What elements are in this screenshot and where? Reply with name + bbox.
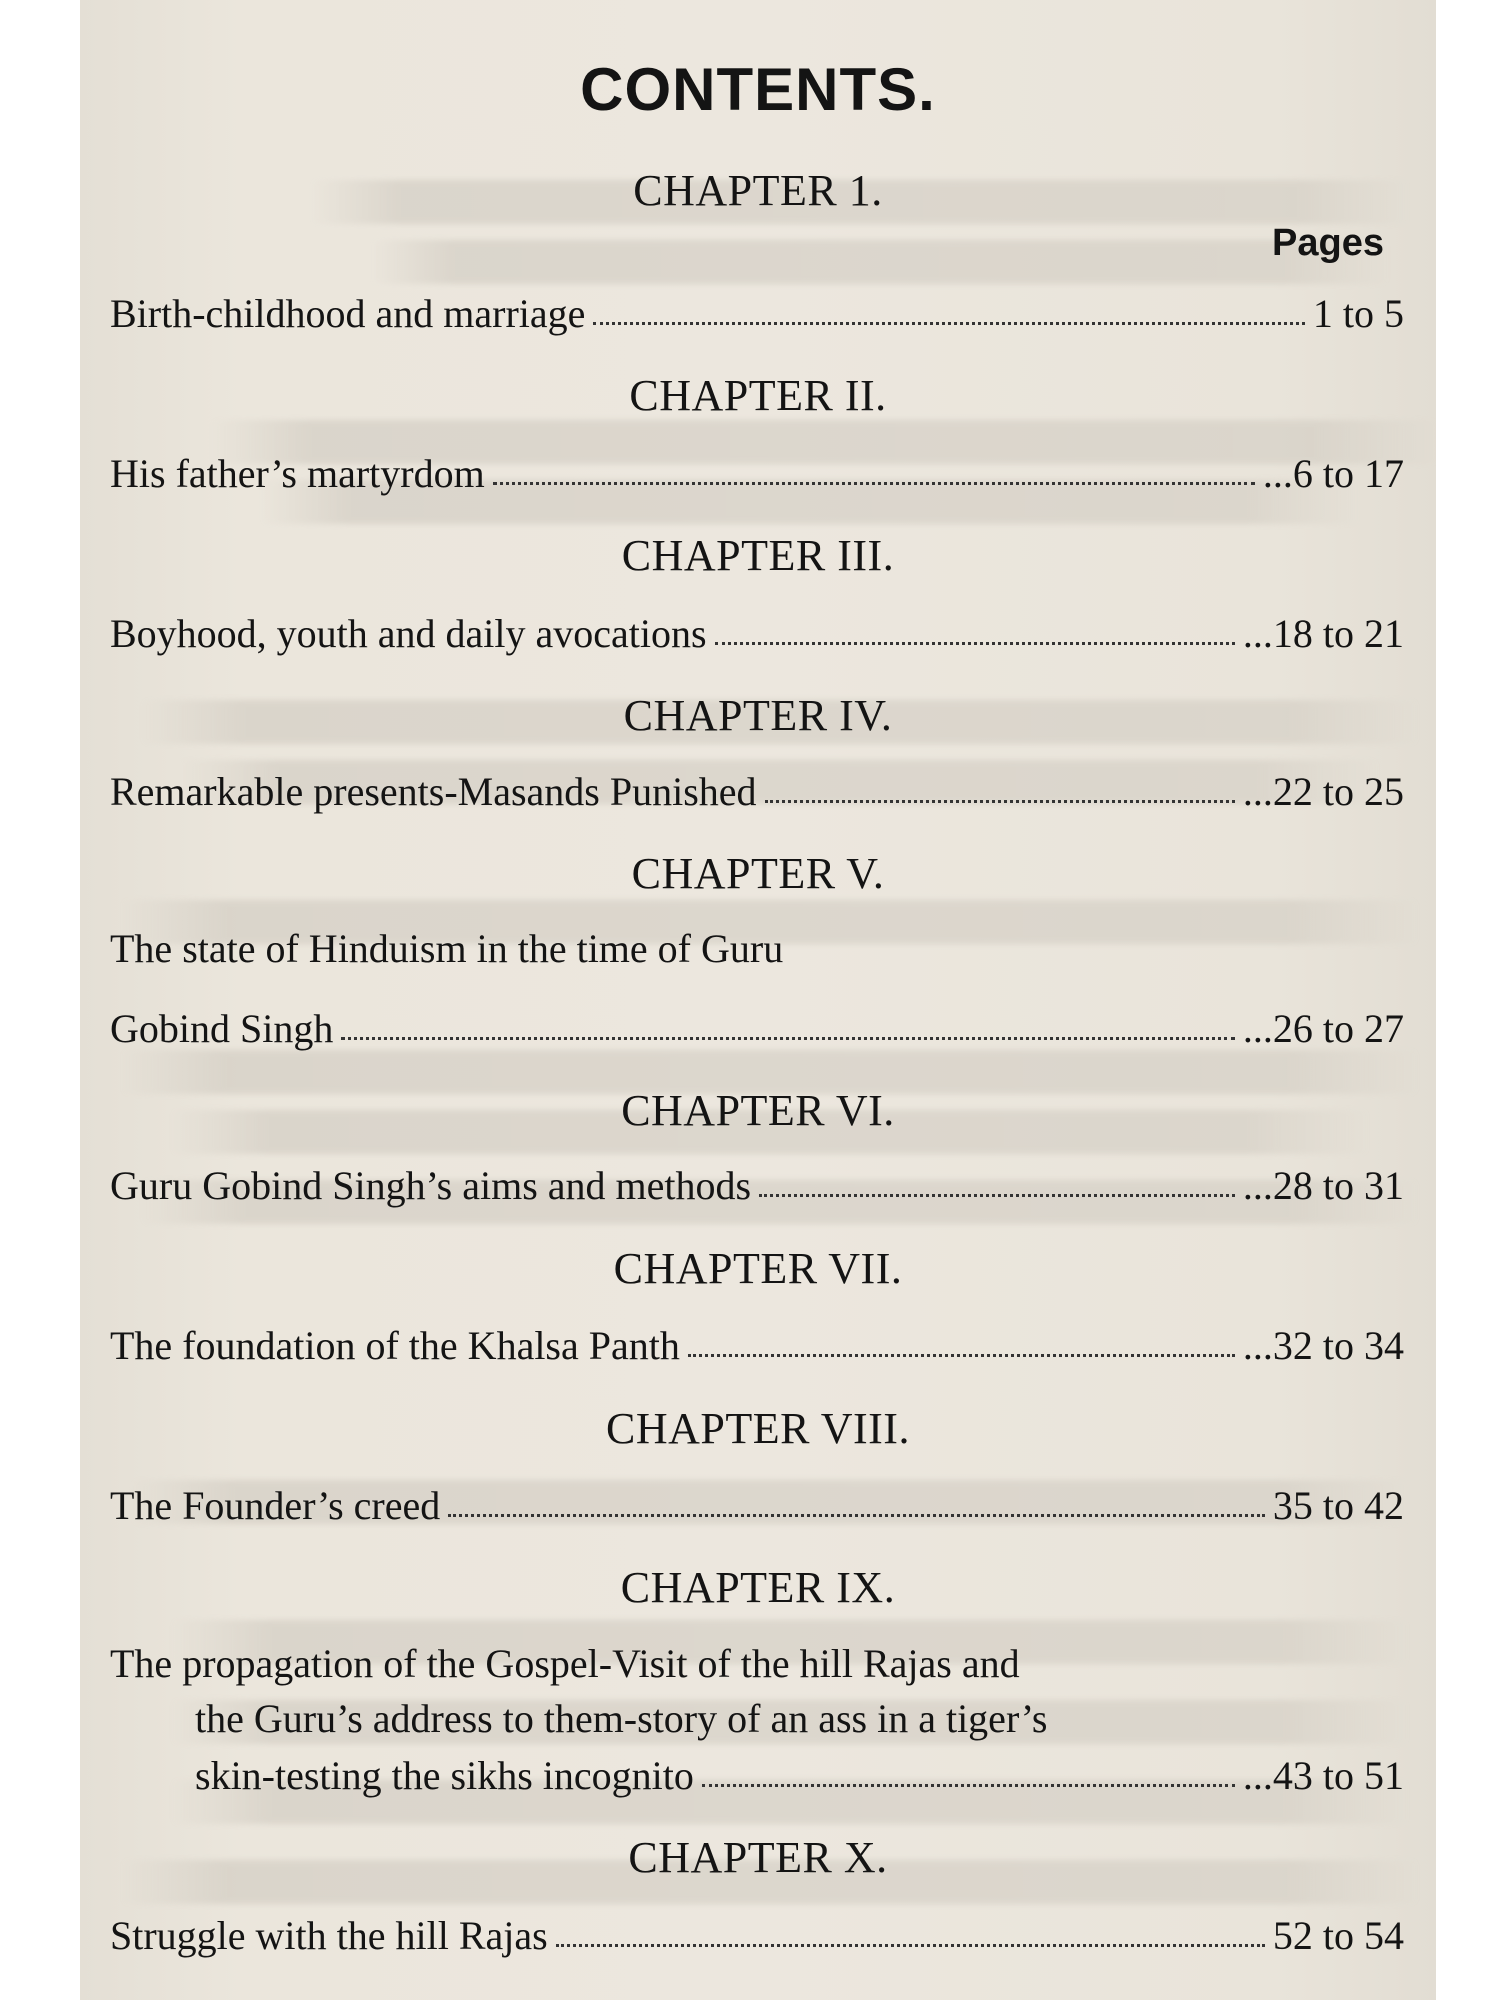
toc-entry bbox=[110, 290, 1404, 337]
entry-title: Guru Gobind Singh’s aims and methods bbox=[110, 1163, 752, 1208]
pages-column-header: Pages bbox=[1272, 222, 1384, 264]
entry-title-line: the Guru’s address to them-story of an ass in a tiger’s bbox=[195, 1696, 1048, 1741]
chapter-heading: CHAPTER 1. bbox=[633, 166, 883, 215]
entry-pages: ...22 to 25 bbox=[1242, 769, 1404, 814]
dot-leader bbox=[556, 1943, 1265, 1947]
entry-title: His father’s martyrdom bbox=[110, 451, 485, 496]
dot-leader bbox=[688, 1353, 1235, 1357]
entry-title: Remarkable presents-Masands Punished bbox=[110, 769, 757, 814]
entry-title: Birth-childhood and marriage bbox=[110, 291, 586, 336]
chapter-heading: CHAPTER II. bbox=[629, 371, 887, 420]
entry-title: The foundation of the Khalsa Panth bbox=[110, 1323, 680, 1368]
dot-leader bbox=[493, 481, 1255, 485]
toc-entry bbox=[110, 1322, 1404, 1369]
chapter-heading: CHAPTER VII. bbox=[613, 1244, 903, 1293]
entry-title-line: The state of Hinduism in the time of Guru bbox=[110, 926, 784, 971]
chapter-heading: CHAPTER III. bbox=[621, 531, 895, 580]
toc-entry bbox=[110, 450, 1404, 497]
toc-entry bbox=[110, 768, 1404, 815]
chapter-heading: CHAPTER IV. bbox=[623, 691, 893, 740]
chapter-heading: CHAPTER VI. bbox=[621, 1086, 895, 1135]
document-page bbox=[80, 0, 1436, 2000]
entry-pages: ...32 to 34 bbox=[1242, 1323, 1404, 1368]
toc-entry bbox=[110, 1005, 1404, 1052]
entry-pages: ...26 to 27 bbox=[1242, 1006, 1404, 1051]
entry-title: The Founder’s creed bbox=[110, 1483, 441, 1528]
toc-entry bbox=[195, 1752, 1404, 1799]
entry-pages: ...18 to 21 bbox=[1242, 611, 1404, 656]
dot-leader bbox=[715, 641, 1235, 645]
dot-leader bbox=[593, 321, 1304, 325]
dot-leader bbox=[759, 1193, 1235, 1197]
entry-title: Struggle with the hill Rajas bbox=[110, 1913, 548, 1958]
chapter-heading: CHAPTER V. bbox=[631, 849, 885, 898]
entry-title: Boyhood, youth and daily avocations bbox=[110, 611, 707, 656]
entry-pages: 35 to 42 bbox=[1272, 1483, 1404, 1528]
dot-leader bbox=[765, 799, 1235, 803]
entry-pages: ...28 to 31 bbox=[1242, 1163, 1404, 1208]
entry-pages: 52 to 54 bbox=[1272, 1913, 1404, 1958]
entry-title: Gobind Singh bbox=[110, 1006, 334, 1051]
chapter-heading: CHAPTER VIII. bbox=[606, 1404, 910, 1453]
dot-leader bbox=[702, 1783, 1235, 1787]
toc-entry bbox=[110, 1912, 1404, 1959]
entry-title-line: The propagation of the Gospel-Visit of the hill Rajas and bbox=[110, 1641, 1020, 1686]
chapter-heading: CHAPTER IX. bbox=[620, 1563, 896, 1612]
entry-pages: ...6 to 17 bbox=[1262, 451, 1404, 496]
toc-entry bbox=[110, 1162, 1404, 1209]
toc-entry bbox=[110, 1482, 1404, 1529]
toc-entry bbox=[110, 610, 1404, 657]
dot-leader bbox=[341, 1036, 1235, 1040]
entry-pages: 1 to 5 bbox=[1312, 291, 1404, 336]
entry-title: skin-testing the sikhs incognito bbox=[195, 1753, 694, 1798]
entry-pages: ...43 to 51 bbox=[1242, 1753, 1404, 1798]
chapter-heading: CHAPTER X. bbox=[628, 1833, 888, 1882]
page-title: CONTENTS. bbox=[580, 56, 936, 123]
dot-leader bbox=[448, 1513, 1265, 1517]
